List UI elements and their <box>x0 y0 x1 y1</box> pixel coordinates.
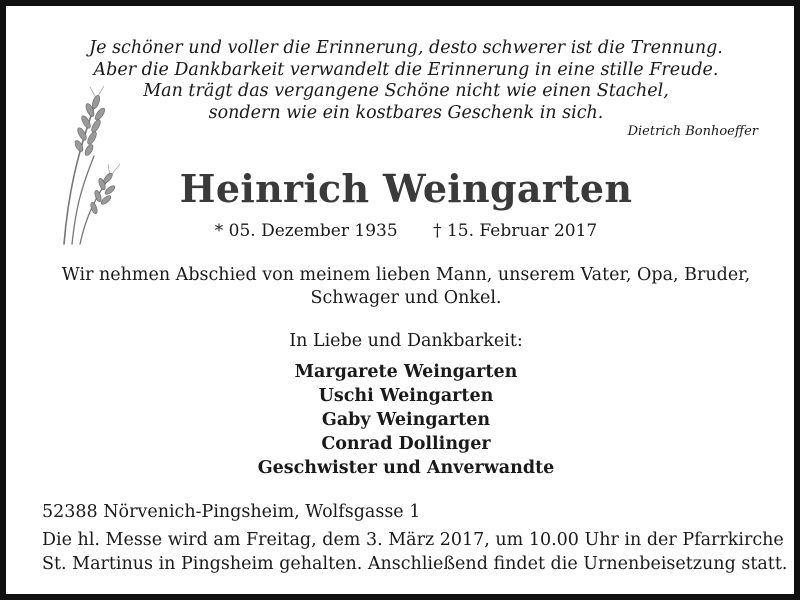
service-info <box>42 528 788 576</box>
death-date: † 15. Februar 2017 <box>433 221 598 241</box>
quote-line: Je schöner und voller die Erinnerung, desto schwerer ist die Trennung. <box>89 38 723 58</box>
mourners-intro: In Liebe und Dankbarkeit: <box>289 331 523 351</box>
birth-date: * 05. Dezember 1935 <box>214 221 398 241</box>
quote-line: Man trägt das vergangene Schöne nicht wie einen Stachel, <box>143 81 669 101</box>
service-line: Die hl. Messe wird am Freitag, dem 3. März 2017, um 10.00 Uhr in der Pfarrkirche <box>42 530 784 550</box>
mourner-name: Gaby Weingarten <box>321 410 491 430</box>
service-line: St. Martinus in Pingsheim gehalten. Anschließend findet die Urnenbeisetzung statt. <box>42 554 788 574</box>
memorial-quote <box>66 38 746 124</box>
deceased-name: Heinrich Weingarten <box>179 166 633 211</box>
life-dates <box>6 221 800 241</box>
mourner-name: Conrad Dollinger <box>321 434 491 454</box>
farewell-text <box>36 264 776 310</box>
quote-author: Dietrich Bonhoeffer <box>627 124 758 139</box>
quote-line: Aber die Dankbarkeit verwandelt die Erinnerung in eine stille Freude. <box>93 59 719 80</box>
mourner-name: Geschwister und Anverwandte <box>257 458 555 478</box>
mourner-name: Uschi Weingarten <box>318 386 494 406</box>
farewell-line: Schwager und Onkel. <box>310 288 502 308</box>
mourners-list <box>6 360 800 480</box>
family-address: 52388 Nörvenich-Pingsheim, Wolfsgasse 1 <box>42 502 421 522</box>
mourner-name: Margarete Weingarten <box>294 362 518 382</box>
farewell-line: Wir nehmen Abschied von meinem lieben Mann, unserem Vater, Opa, Bruder, <box>61 265 751 285</box>
quote-line: sondern wie ein kostbares Geschenk in sich. <box>208 102 604 123</box>
